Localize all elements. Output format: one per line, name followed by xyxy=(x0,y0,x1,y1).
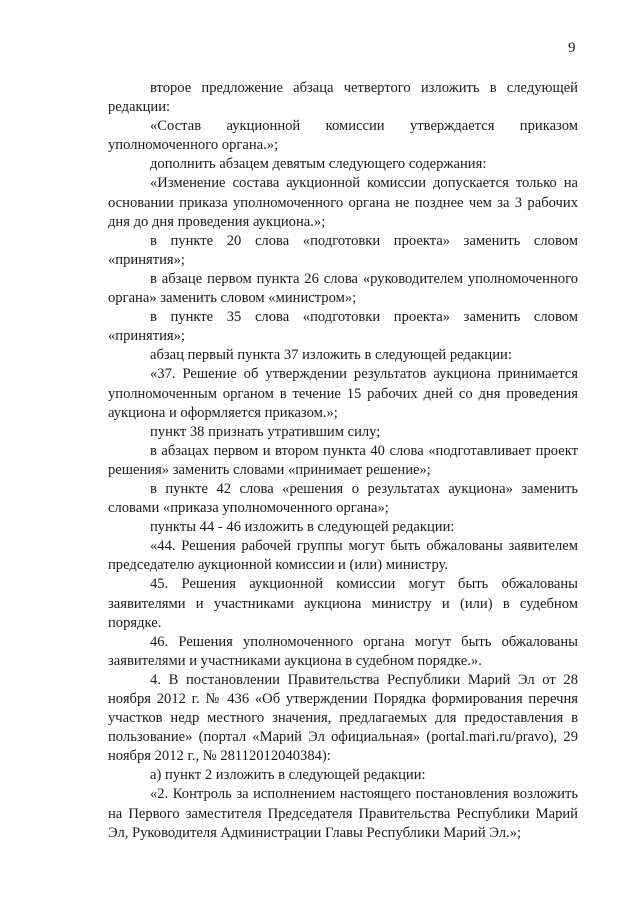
page-number: 9 xyxy=(568,40,576,56)
paragraph: 46. Решения уполномоченного органа могут быть обжалованы заявителями и участниками аукциона в судебном порядке.». xyxy=(108,633,578,669)
paragraph: абзац первый пункта 37 изложить в следующей редакции: xyxy=(150,347,512,364)
paragraph: в пункте 20 слова «подготовки проекта» заменить словом «принятия»; xyxy=(108,232,578,268)
paragraph: 45. Решения аукционной комиссии могут быть обжалованы заявителями и участниками аукциона министру и (или) в судебном порядке. xyxy=(108,576,578,631)
paragraph: в абзацах первом и втором пункта 40 слова «подготавливает проект решения» заменить словами «принимает решение»; xyxy=(108,442,578,478)
paragraph: а) пункт 2 изложить в следующей редакции: xyxy=(150,767,426,784)
paragraph: «Изменение состава аукционной комиссии допускается только на основании приказа уполномоченного органа не позднее чем за 3 рабочих дня до дня проведения аукциона.»; xyxy=(108,175,578,230)
paragraph: «37. Решение об утверждении результатов аукциона принимается уполномоченным органом в течение 15 рабочих дней со дня проведения аукциона и оформляется приказом.»; xyxy=(108,366,578,421)
paragraph: в пункте 35 слова «подготовки проекта» заменить словом «принятия»; xyxy=(108,309,578,345)
paragraph: пункты 44 - 46 изложить в следующей редакции: xyxy=(150,519,455,536)
paragraph: пункт 38 признать утратившим силу; xyxy=(150,423,381,440)
paragraph: в абзаце первом пункта 26 слова «руководителем уполномоченного органа» заменить словом «министром»; xyxy=(108,270,578,307)
document-body xyxy=(108,79,578,843)
paragraph: «2. Контроль за исполнением настоящего постановления возложить на Первого заместителя Председателя Правительства Республики Марий Эл, Руководителя Администрации Главы Республики Марий Эл.»; xyxy=(108,786,578,841)
paragraph: «Состав аукционной комиссии утверждается приказом уполномоченного органа.»; xyxy=(108,118,578,154)
paragraph: второе предложение абзаца четвертого изложить в следующей редакции: xyxy=(108,80,578,116)
paragraph: «44. Решения рабочей группы могут быть обжалованы заявителем председателю аукционной комиссии и (или) министру. xyxy=(108,538,578,574)
paragraph: дополнить абзацем девятым следующего содержания: xyxy=(150,156,487,173)
paragraph: в пункте 42 слова «решения о результатах аукциона» заменить словами «приказа уполномоченного органа»; xyxy=(108,480,578,517)
paragraph: 4. В постановлении Правительства Республики Марий Эл от 28 ноября 2012 г. № 436 «Об утверждении Порядка формирования перечня участков недр местного значения, предлагаемых для предоставления в пользование» (портал «Марий Эл официальная» (portal.mari.ru/pravo), 29 ноября 2012 г., № 28112012040384): xyxy=(108,671,578,765)
